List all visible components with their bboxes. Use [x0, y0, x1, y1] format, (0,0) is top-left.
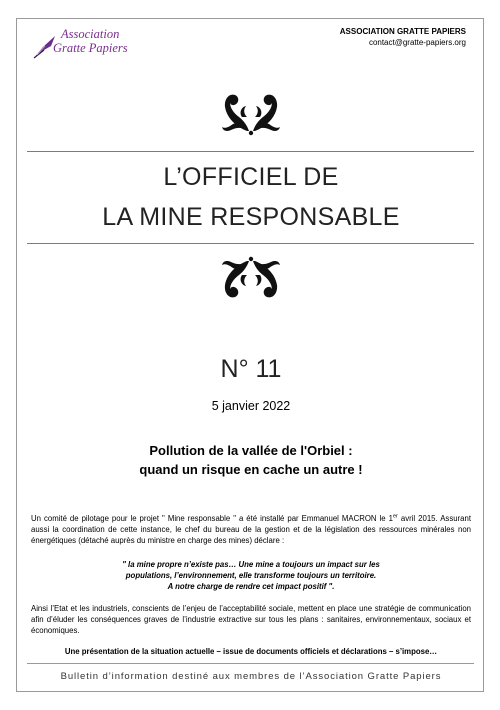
headline-line-1: Pollution de la vallée de l'Orbiel : — [149, 443, 353, 458]
header-email: contact@gratte-papiers.org — [368, 38, 466, 47]
headline-line-2: quand un risque en cache un autre ! — [139, 462, 363, 477]
intro-paragraph — [31, 514, 471, 546]
intro-text-end: avril 2015. Assurant aussi la coordination de cette instance, le chef du bureau de la gestion et de la législation des ressources minérales non énergétiques (détaché auprès du ministre en charge des mines) déclare : — [31, 514, 471, 545]
issue-number: N° 11 — [220, 355, 282, 383]
quote-line-1: " la mine propre n’existe pas… Une mine a toujours un impact sur les — [122, 560, 380, 569]
header-organization: ASSOCIATION GRATTE PAPIERS — [339, 27, 466, 36]
page-title-line-1: L’OFFICIEL DE — [163, 163, 339, 191]
logo-text-line-2: Gratte Papiers — [53, 41, 128, 55]
headline — [17, 441, 485, 479]
header-contact-block — [340, 26, 466, 48]
quote-line-3: A notre charge de rendre cet impact positif ". — [167, 582, 335, 591]
ornament-bottom-icon — [197, 255, 305, 305]
issue-date: 5 janvier 2022 — [211, 399, 291, 413]
footer-divider — [27, 663, 474, 664]
ornament-top-icon — [197, 87, 305, 137]
title-rule-bottom — [27, 243, 474, 244]
strategy-paragraph: Ainsi l’Etat et les industriels, conscients de l’enjeu de l’acceptabilité sociale, mettent en place une stratégie de communication afin d’éluder les conséquences graves de l’industrie extractive sur tous les plans : sanitaires, environnementaux, sociaux et économiques. — [31, 604, 471, 635]
page-title-line-2: LA MINE RESPONSABLE — [102, 203, 400, 231]
association-logo — [31, 25, 151, 65]
logo-text-line-1: Association — [61, 27, 120, 41]
presentation-note: Une présentation de la situation actuelle – issue de documents officiels et déclarations – s’impose… — [64, 647, 438, 656]
ordinal-superscript: er — [392, 513, 398, 520]
footer-text: Bulletin d’information destiné aux membres de l’Association Gratte Papiers — [60, 671, 442, 682]
document-page — [16, 18, 484, 692]
quote-line-2: populations, l’environnement, elle transforme toujours un territoire. — [125, 571, 377, 580]
official-quote — [77, 559, 425, 592]
intro-text-start: Un comité de pilotage pour le projet " Mine responsable " a été installé par Emmanuel MACRON le 1 — [31, 514, 393, 523]
title-rule-top — [27, 151, 474, 152]
